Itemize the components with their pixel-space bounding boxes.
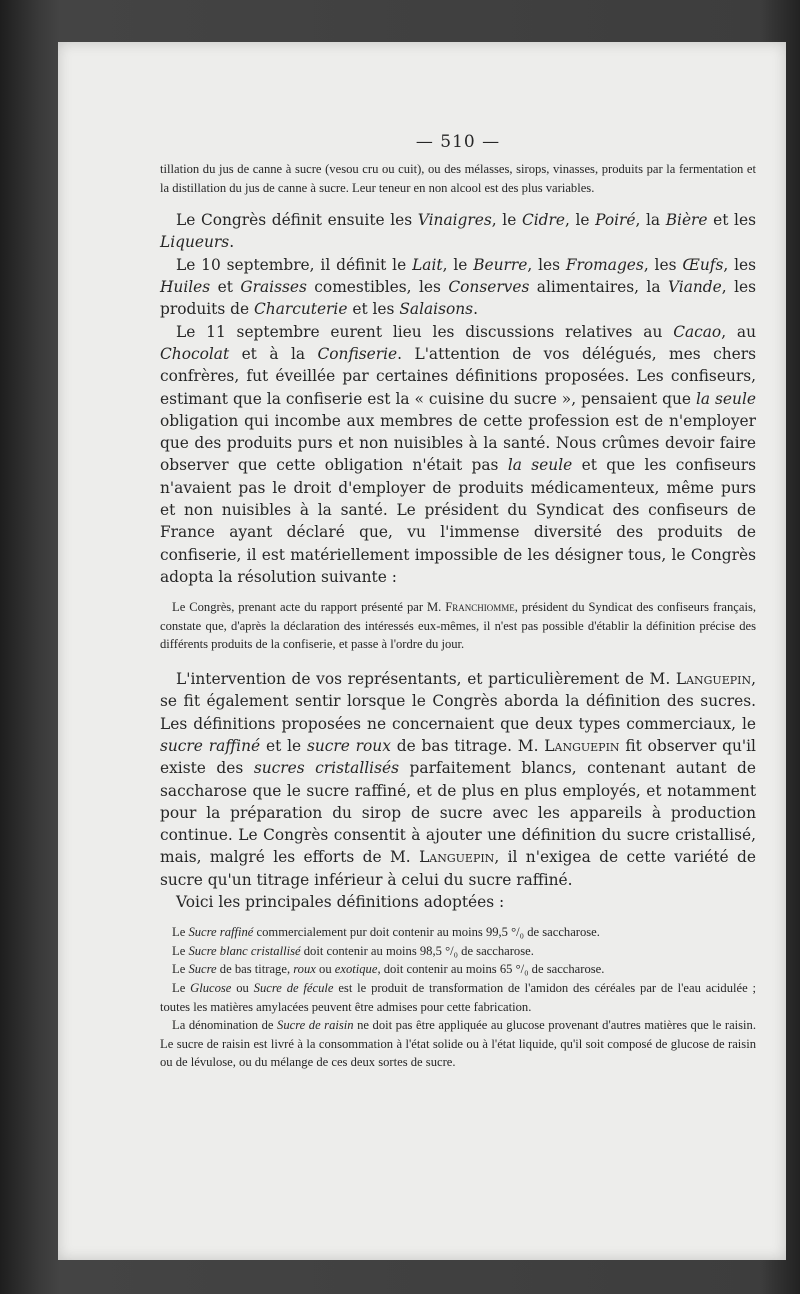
resolution-text: Le Congrès, prenant acte du rapport présenté par M. Franchiomme, président du Syndicat des confiseurs français, constate que, d'après la déclaration des intéressés eux-mêmes, il n'est pas possible d'établir la définition précise des différents produits de la confiserie, et passe à l'ordre du jour. [160,600,756,652]
definition-sucre-raffine: Le Sucre raffiné commercialement pur doit contenir au moins 99,5 °/₀ de saccharose. [172,925,600,940]
paragraph-intervention: L'intervention de vos représentants, et particulièrement de M. Languepin, se fit également sentir lorsque le Congrès aborda la définition des sucres. Les définitions proposées ne concernaient que deux types commerciaux, le sucre raffiné et le sucre roux de bas titrage. M. Languepin fit observer qu'il existe des sucres cristallisés parfaitement blancs, contenant autant de saccharose que le sucre raffiné, et de plus en plus employés, et notamment pour la préparation du sirop de sucre avec les appareils à production continue. Le Congrès consentit à ajouter une définition du sucre cristallisé, mais, malgré les efforts de M. Languepin, il n'exigea de cette variété de sucre qu'un titrage inférieur à celui du sucre raffiné. [160,670,757,889]
definition-sucre-de-raisin: La dénomination de Sucre de raisin ne doit pas être appliquée au glucose provenant d'autres matières que le raisin. Le sucre de raisin est livré à la consommation à l'état solide ou à l'état liquide, qu'il soit composé de glucose de raisin ou de lévulose, ou du mélange de ces deux sortes de sucre. [160,1018,756,1070]
definition-sucre-blanc: Le Sucre blanc cristallisé doit contenir au moins 98,5 °/₀ de saccharose. [172,943,534,958]
definition-sucre-bas-titrage: Le Sucre de bas titrage, roux ou exotique, doit contenir au moins 65 °/₀ de saccharose. [172,962,605,977]
paragraph-vinaigres: Le Congrès définit ensuite les Vinaigres, le Cidre, le Poiré, la Bière et les Liqueurs. [160,211,756,252]
paragraph-10-septembre: Le 10 septembre, il définit le Lait, le Beurre, les Fromages, les Œufs, les Huiles et Graisses comestibles, les Conserves alimentaires, la Viande, les produits de Charcuterie et les Salaisons. [160,255,757,319]
paragraph-11-septembre: Le 11 septembre eurent lieu les discussions relatives au Cacao, au Chocolat et à la Confiserie. L'attention de vos délégués, mes chers confrères, fut éveillée par certaines définitions proposées. Les confiseurs, estimant que la confiserie est la « cuisine du sucre », pensaient que la seule obligation qui incombe aux membres de cette profession est de n'employer que des produits purs et non nuisibles à la santé. Nous crûmes devoir faire observer que cette obligation n'était pas la seule et que les confiseurs n'avaient pas le droit d'employer de produits médicamenteux, même purs et non nuisibles à la santé. Le président du Syndicat des confiseurs de France ayant déclaré que, vu l'immense diversité des produits de confiserie, il est matériellement impossible de les désigner tous, le Congrès adopta la résolution suivante : [160,322,757,586]
definition-glucose: Le Glucose ou Sucre de fécule est le produit de transformation de l'amidon des céréales par de l'eau acidulée ; toutes les matières amylacées peuvent être admises pour cette fabrication. [160,981,757,1014]
page-content [160,132,756,1072]
paragraph-definitions-intro: Voici les principales définitions adoptées : [176,892,505,911]
paragraph-distillation: tillation du jus de canne à sucre (vesou cru ou cuit), ou des mélasses, sirops, vinasses, produits par la fermentation et la distillation du jus de canne à sucre. Leur teneur en non alcool est des plus variables. [160,162,756,195]
page-number: — 510 — [415,132,501,152]
book-page [58,42,786,1260]
